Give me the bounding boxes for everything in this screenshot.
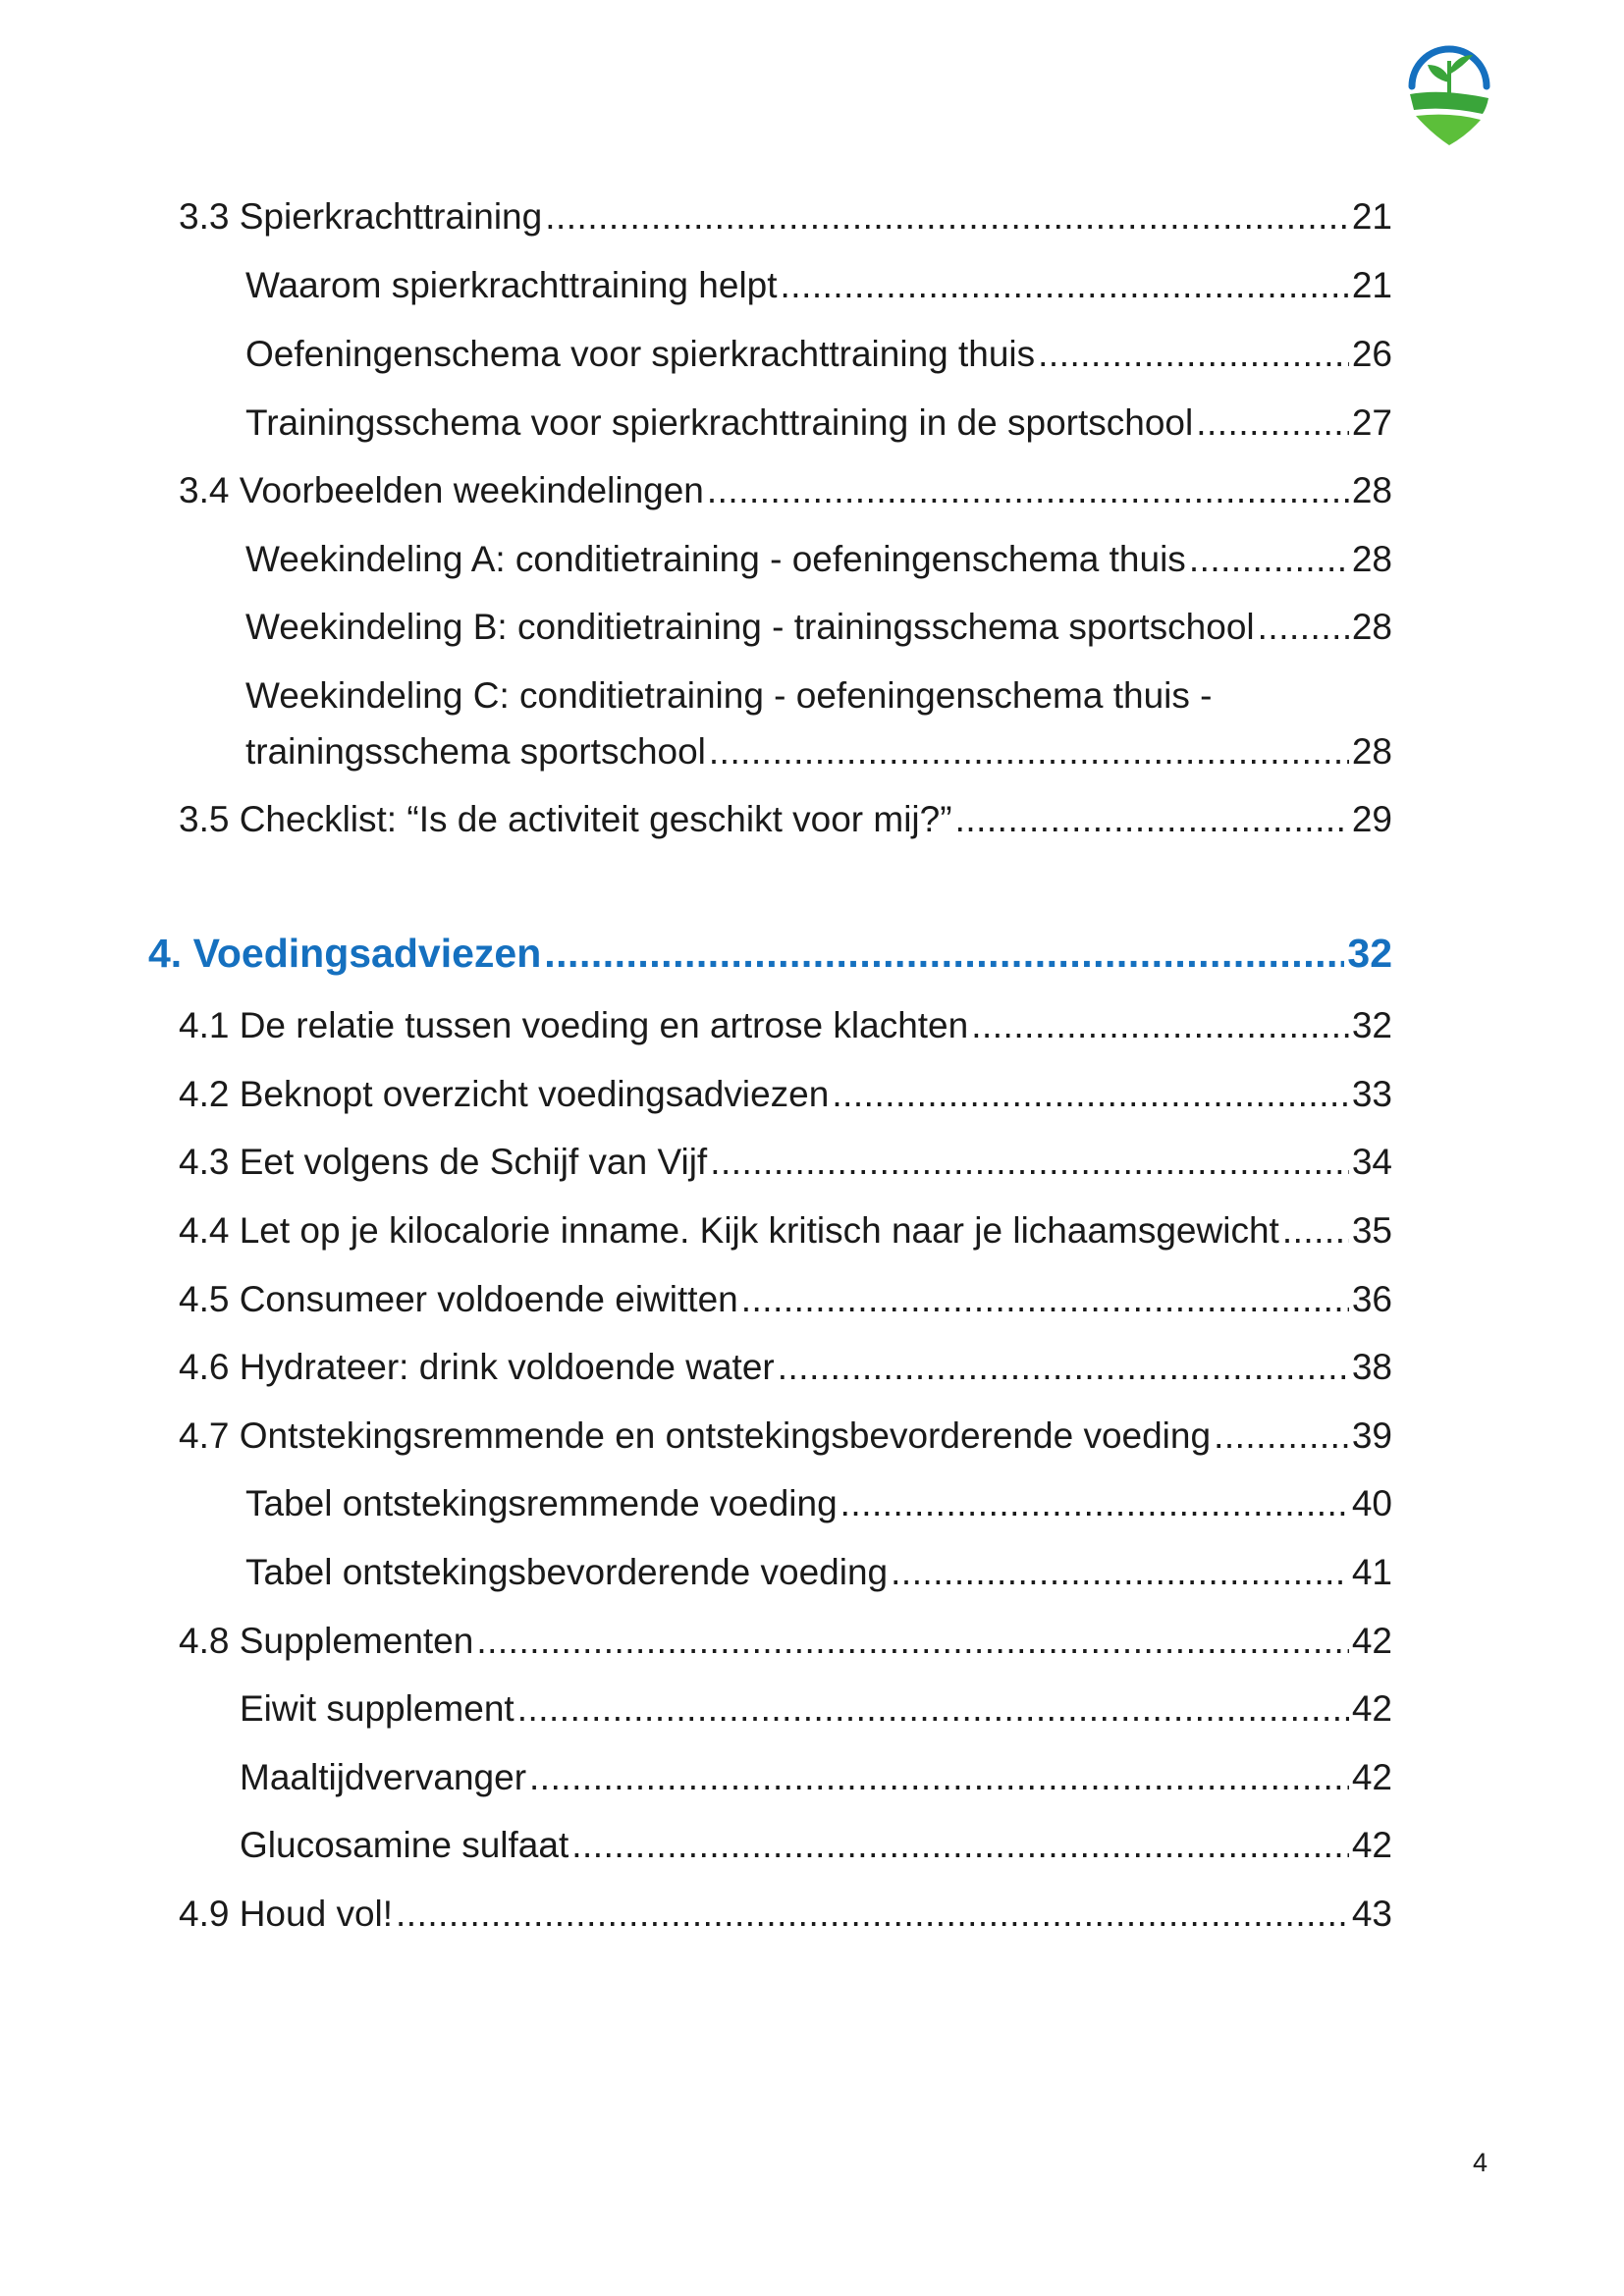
toc-entry-page: 34 (1351, 1142, 1392, 1182)
toc-entry[interactable] (179, 1347, 1392, 1388)
toc-entry-page: 40 (1351, 1483, 1392, 1523)
dot-leader (781, 265, 1349, 306)
dot-leader (971, 1005, 1349, 1046)
toc-entry[interactable] (179, 1894, 1392, 1935)
toc-entry-page: 28 (1351, 539, 1392, 579)
toc-entry-title: Maaltijdvervanger (240, 1757, 527, 1797)
toc-entry-page: 39 (1351, 1415, 1392, 1456)
toc-entry[interactable] (179, 799, 1392, 840)
toc-entry[interactable] (245, 265, 1392, 306)
toc-entry[interactable] (179, 1005, 1392, 1046)
toc-entry[interactable] (245, 402, 1392, 444)
dot-leader (741, 1279, 1349, 1320)
toc-entry[interactable] (245, 539, 1392, 580)
dot-leader (545, 196, 1349, 238)
toc-entry[interactable] (179, 1621, 1392, 1662)
toc-entry-title: 4. Voedingsadviezen (148, 931, 542, 976)
toc-entry[interactable] (179, 1415, 1392, 1457)
toc-entry[interactable] (179, 1142, 1392, 1183)
toc-entry[interactable] (179, 1074, 1392, 1115)
toc-entry-title: Eiwit supplement (240, 1688, 514, 1729)
toc-entry[interactable] (179, 1279, 1392, 1320)
toc-entry-title: Tabel ontstekingsbevorderende voeding (245, 1552, 889, 1592)
toc-entry-title: 4.5 Consumeer voldoende eiwitten (179, 1279, 738, 1319)
toc-entry[interactable] (240, 1825, 1392, 1866)
toc-entry[interactable] (245, 1552, 1392, 1593)
dot-leader (1214, 1415, 1349, 1457)
toc-entry-title: 3.3 Spierkrachttraining (179, 196, 543, 237)
dot-leader (529, 1757, 1349, 1798)
dot-leader (707, 470, 1349, 511)
toc-entry[interactable] (245, 1483, 1392, 1524)
toc-entry-page: 32 (1347, 931, 1392, 976)
toc-entry-page: 35 (1351, 1210, 1392, 1251)
toc-entry-page: 42 (1351, 1621, 1392, 1661)
toc-entry-title: 4.7 Ontstekingsremmende en ontstekingsbevorderende voeding (179, 1415, 1212, 1456)
toc-entry[interactable] (179, 1210, 1392, 1252)
toc-entry-title: 4.2 Beknopt overzicht voedingsadviezen (179, 1074, 830, 1114)
toc-entry-title: 4.8 Supplementen (179, 1621, 474, 1661)
toc-entry-page: 42 (1351, 1688, 1392, 1729)
toc-entry-title: 4.4 Let op je kilocalorie inname. Kijk kritisch naar je lichaamsgewicht (179, 1210, 1279, 1251)
toc-entry[interactable] (240, 1688, 1392, 1730)
dot-leader (571, 1825, 1349, 1866)
toc-entry-page: 43 (1351, 1894, 1392, 1934)
dot-leader (710, 1142, 1349, 1183)
toc-entry-page: 33 (1351, 1074, 1392, 1114)
toc-entry-page: 38 (1351, 1347, 1392, 1387)
dot-leader (1189, 539, 1349, 580)
toc-chapter-heading[interactable] (148, 931, 1392, 977)
dot-leader (396, 1894, 1349, 1935)
toc-entry-title: 4.9 Houd vol! (179, 1894, 394, 1934)
dot-leader (1038, 334, 1349, 375)
toc-entry-page: 42 (1351, 1825, 1392, 1865)
toc-entry-page: 42 (1351, 1757, 1392, 1797)
toc-entry-page: 32 (1351, 1005, 1392, 1045)
page-number: 4 (1473, 2148, 1489, 2177)
dot-leader (840, 1483, 1349, 1524)
toc-entry[interactable] (240, 1757, 1392, 1798)
toc-entry-page: 28 (1351, 607, 1392, 647)
dot-leader (891, 1552, 1349, 1593)
toc-entry-page: 28 (1351, 731, 1392, 772)
toc-entry-title: Weekindeling B: conditietraining - trainingsschema sportschool (245, 607, 1255, 647)
dot-leader (778, 1347, 1349, 1388)
dot-leader (955, 799, 1349, 840)
toc-entry-title: Waarom spierkrachttraining helpt (245, 265, 778, 305)
dot-leader (517, 1688, 1349, 1730)
toc-entry-title: Oefeningenschema voor spierkrachttraining thuis (245, 334, 1036, 374)
dot-leader (1196, 402, 1349, 444)
toc-entry-page: 36 (1351, 1279, 1392, 1319)
toc-entry-page: 28 (1351, 470, 1392, 510)
toc-entry-title-line1: Weekindeling C: conditietraining - oefeningenschema thuis - (245, 675, 1213, 716)
dot-leader (832, 1074, 1349, 1115)
toc-entry-title: Glucosamine sulfaat (240, 1825, 569, 1865)
toc-entry[interactable] (179, 196, 1392, 238)
dot-leader (1258, 607, 1349, 648)
toc-entry-title: trainingsschema sportschool (245, 731, 706, 772)
toc-entry-page: 41 (1351, 1552, 1392, 1592)
toc-entry[interactable] (179, 470, 1392, 511)
toc-entry-title: Trainingsschema voor spierkrachttraining in de sportschool (245, 402, 1194, 443)
toc-entry[interactable] (245, 731, 1392, 773)
toc-entry-title: 3.5 Checklist: “Is de activiteit geschikt voor mij?” (179, 799, 952, 839)
toc-entry[interactable] (245, 334, 1392, 375)
dot-leader (544, 931, 1344, 977)
toc-entry-page: 21 (1351, 196, 1392, 237)
toc-entry-page: 27 (1351, 402, 1392, 443)
dot-leader (1282, 1210, 1349, 1252)
toc-entry-title: 4.6 Hydrateer: drink voldoende water (179, 1347, 775, 1387)
toc-entry-title: 4.1 De relatie tussen voeding en artrose klachten (179, 1005, 969, 1045)
toc-entry-page: 26 (1351, 334, 1392, 374)
toc-entry-title: Weekindeling A: conditietraining - oefeningenschema thuis (245, 539, 1186, 579)
dot-leader (476, 1621, 1349, 1662)
dot-leader (709, 731, 1349, 773)
toc-entry-page: 29 (1351, 799, 1392, 839)
toc-entry[interactable] (245, 607, 1392, 648)
toc-entry-title: 3.4 Voorbeelden weekindelingen (179, 470, 704, 510)
toc-entry-page: 21 (1351, 265, 1392, 305)
toc-entry-title: 4.3 Eet volgens de Schijf van Vijf (179, 1142, 708, 1182)
toc-entry-title: Tabel ontstekingsremmende voeding (245, 1483, 838, 1523)
